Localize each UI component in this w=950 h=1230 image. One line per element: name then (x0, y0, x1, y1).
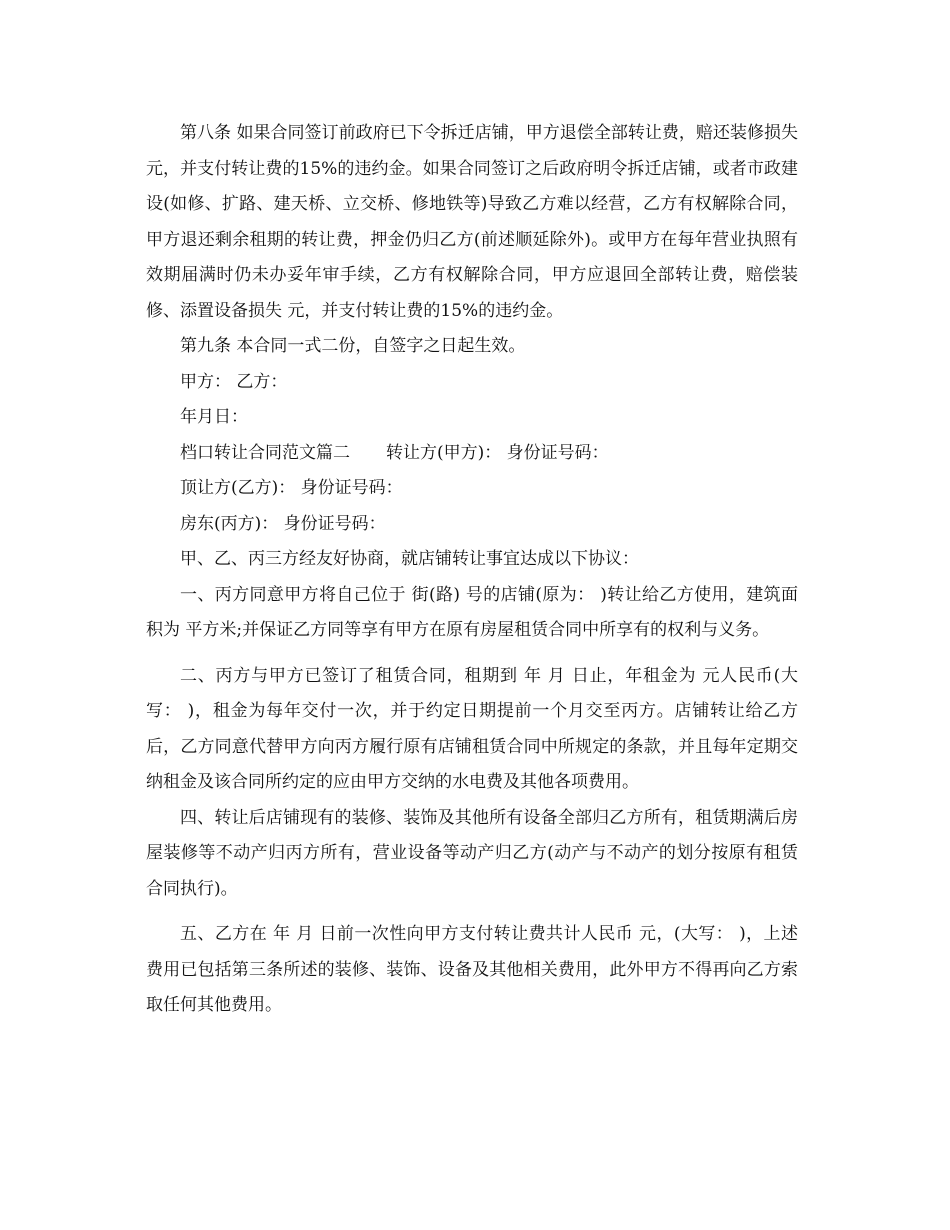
paragraph-article-9: 第九条 本合同一式二份，自签字之日起生效。 (180, 336, 526, 356)
document-body (146, 116, 798, 1024)
paragraph-signature-date: 年月日： (180, 407, 248, 427)
contract-title: 档口转让合同范文篇二 (180, 442, 350, 463)
paragraph-signature-parties: 甲方： 乙方： (180, 371, 288, 392)
paragraph-contract-title (146, 436, 798, 472)
paragraph-landlord: 房东(丙方)： 身份证号码： (180, 513, 386, 534)
transferor-line: 转让方(甲方)： 身份证号码： (386, 442, 609, 463)
paragraph-assignee: 顶让方(乙方)： 身份证号码： (180, 478, 403, 498)
paragraph-intro: 甲、乙、丙三方经友好协商，就店铺转让事宜达成以下协议： (180, 549, 639, 569)
paragraph-clause-1: 一、丙方同意甲方将自己位于 街(路) 号的店铺(原为： )转让给乙方使用，建筑面积为 平方米;并保证乙方同等享有甲方在原有房屋租赁合同中所享有的权利与义务。 (146, 584, 798, 640)
paragraph-clause-2: 二、丙方与甲方已签订了租赁合同，租期到 年 月 日止，年租金为 元人民币(大写： )，租金为每年交付一次，并于约定日期提前一个月交至丙方。店铺转让给乙方后，乙方同意代替甲方向丙方履行原有店铺租赁合同中所规定的条款，并且每年定期交纳租金及该合同所约定的应由甲方交纳的水电费及其他各项费用。 (146, 665, 798, 792)
paragraph-clause-4: 四、转让后店铺现有的装修、装饰及其他所有设备全部归乙方所有，租赁期满后房屋装修等不动产归丙方所有，营业设备等动产归乙方(动产与不动产的划分按原有租赁合同执行)。 (146, 807, 798, 899)
paragraph-article-8: 第八条 如果合同签订前政府已下令拆迁店铺，甲方退偿全部转让费，赔还装修损失 元，并支付转让费的15%的违约金。如果合同签订之后政府明令拆迁店铺，或者市政建设(如修、扩路、建天桥、立交桥、修地铁等)导致乙方难以经营，乙方有权解除合同，甲方退还剩余租期的转让费，押金仍归乙方(前述顺延除外)。或甲方在每年营业执照有效期届满时仍未办妥年审手续，乙方有权解除合同，甲方应退回全部转让费，赔偿装修、添置设备损失 元，并支付转让费的15%的违约金。 (146, 123, 798, 321)
paragraph-clause-5: 五、乙方在 年 月 日前一次性向甲方支付转让费共计人民币 元，(大写： )，上述费用已包括第三条所述的装修、装饰、设备及其他相关费用，此外甲方不得再向乙方索取任何其他费用。 (146, 924, 798, 1015)
